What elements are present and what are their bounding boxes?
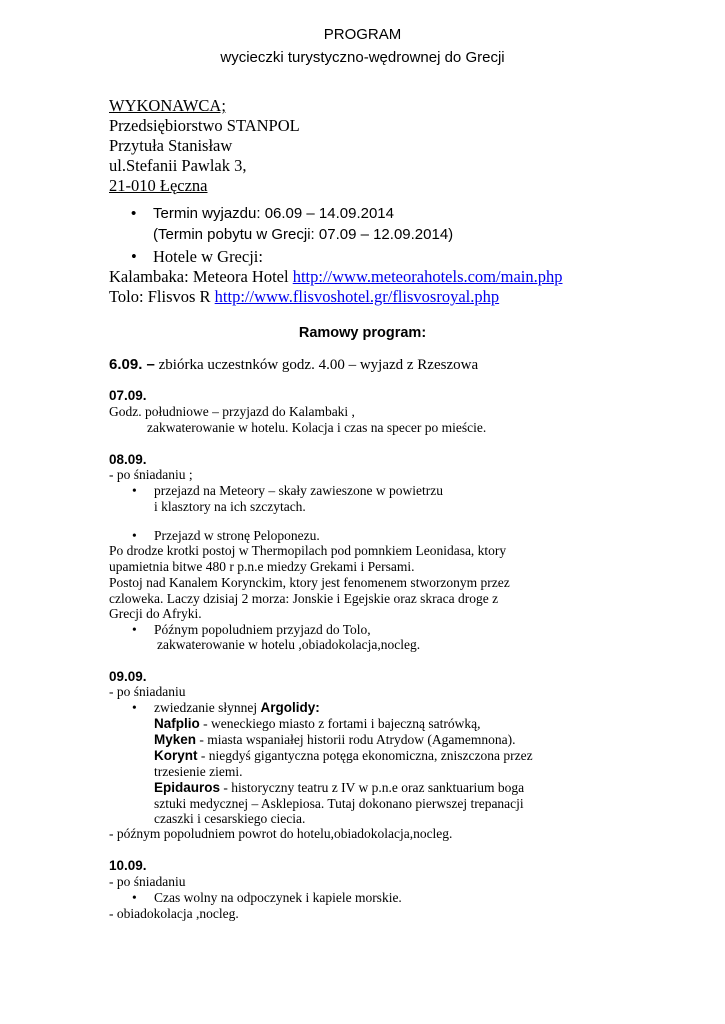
site-korynt-name: Korynt (154, 748, 198, 763)
contractor-company: Przedsiębiorstwo STANPOL (109, 116, 300, 135)
day-0909-bullet-1 (154, 700, 320, 716)
day-0909-outro: - późnym popoludniem powrot do hotelu,obiadokolacja,nocleg. (109, 826, 453, 841)
day-0809-date: 08.09. (109, 452, 147, 467)
stay-dates: (Termin pobytu w Grecji: 07.09 – 12.09.2014) (153, 226, 454, 243)
hotel-2 (109, 287, 499, 307)
site-nafplio-name: Nafplio (154, 716, 200, 731)
site-korynt (154, 748, 533, 764)
day-0809-intro: - po śniadaniu ; (109, 467, 193, 482)
day-0709-line-1: Godz. południowe – przyjazd do Kalambaki , (109, 404, 355, 419)
site-myken (154, 732, 515, 748)
day-0909-date: 09.09. (109, 669, 147, 684)
day-0809-para-5: Grecji do Afryki. (109, 606, 202, 621)
site-korynt-text: - niegdyś gigantyczna potęga ekonomiczna, zniszczona przez (197, 748, 533, 763)
day-0909-bullet-1-bold: Argolidy: (260, 700, 320, 715)
day-0809-bullet-3-line-2: zakwaterowanie w hotelu ,obiadokolacja,nocleg. (157, 637, 421, 652)
day-0909-intro: - po śniadaniu (109, 684, 186, 699)
hotel-1-label: Kalambaka: Meteora Hotel (109, 267, 293, 286)
day-0709-date: 07.09. (109, 388, 147, 403)
day-0809-bullet-1-line-2: i klasztory na ich szczytach. (154, 499, 306, 514)
title-line-2: wycieczki turystyczno-wędrownej do Grecji (220, 49, 505, 66)
day-0909-bullet-1-text: zwiedzanie słynnej (154, 700, 261, 715)
day-0809-para-4: czloweka. Laczy dzisiaj 2 morza: Jonskie i Egejskie oraz skraca droge z (109, 591, 499, 606)
site-epidauros-name: Epidauros (154, 780, 221, 795)
departure-dates: • Termin wyjazdu: 06.09 – 14.09.2014 (153, 205, 394, 222)
day-1009-outro: - obiadokolacja ,nocleg. (109, 906, 239, 921)
day-0809-bullet-2: • Przejazd w stronę Peloponezu. (154, 528, 320, 544)
day-1009-date: 10.09. (109, 858, 147, 873)
hotel-1 (109, 267, 562, 287)
day-0809-para-1: Po drodze krotki postoj w Thermopilach pod pomnkiem Leonidasa, ktory (109, 543, 507, 558)
site-nafplio-text: - weneckiego miasto z fortami i bajeczną satrówką, (199, 716, 481, 731)
site-myken-name: Myken (154, 732, 197, 747)
hotel-2-label: Tolo: Flisvos R (109, 287, 215, 306)
day-0609-text: zbiórka uczestnków godz. 4.00 – wyjazd z Rzeszowa (154, 357, 479, 373)
day-0809-para-2: upamietnia bitwe 480 r p.n.e miedzy Grekami i Persami. (109, 559, 415, 574)
day-1009-bullet-1: • Czas wolny na odpoczynek i kapiele morskie. (154, 890, 402, 906)
day-1009-intro: - po śniadaniu (109, 874, 186, 889)
title-line-1: PROGRAM (323, 26, 402, 43)
site-epidauros-line-3: czaszki i cesarskiego ciecia. (154, 811, 306, 826)
day-0809-para-3: Postoj nad Kanalem Korynckim, ktory jest fenomenem stworzonym przez (109, 575, 510, 590)
hotel-2-link[interactable]: http://www.flisvoshotel.gr/flisvosroyal.php (214, 287, 500, 306)
program-heading: Ramowy program: (298, 325, 427, 341)
contractor-city: 21-010 Łęczna (109, 176, 208, 195)
site-epidauros (154, 780, 524, 796)
contractor-person: Przytuła Stanisław (109, 136, 233, 155)
site-nafplio (154, 716, 481, 732)
hotels-heading: • Hotele w Grecji: (153, 247, 263, 267)
contractor-street: ul.Stefanii Pawlak 3, (109, 156, 247, 175)
day-0609-date: 6.09. – (109, 356, 155, 373)
day-0609 (109, 356, 478, 374)
site-epidauros-line-2: sztuki medycznej – Asklepiosa. Tutaj dokonano pierwszej trepanacji (154, 796, 524, 811)
day-0809-bullet-3-line-1: • Późnym popoludniem przyjazd do Tolo, (154, 622, 371, 638)
day-0709-line-2: zakwaterowanie w hotelu. Kolacja i czas na specer po mieście. (147, 420, 487, 435)
site-epidauros-text: - historyczny teatru z IV w p.n.e oraz sanktuarium boga (220, 780, 525, 795)
site-korynt-line-2: trzesienie ziemi. (154, 764, 243, 779)
day-0809-bullet-1-line-1: • przejazd na Meteory – skały zawieszone w powietrzu (154, 483, 443, 499)
hotel-1-link[interactable]: http://www.meteorahotels.com/main.php (292, 267, 563, 286)
site-myken-text: - miasta wspaniałej historii rodu Atrydow (Agamemnona). (196, 732, 516, 747)
contractor-heading: WYKONAWCA; (109, 96, 226, 115)
